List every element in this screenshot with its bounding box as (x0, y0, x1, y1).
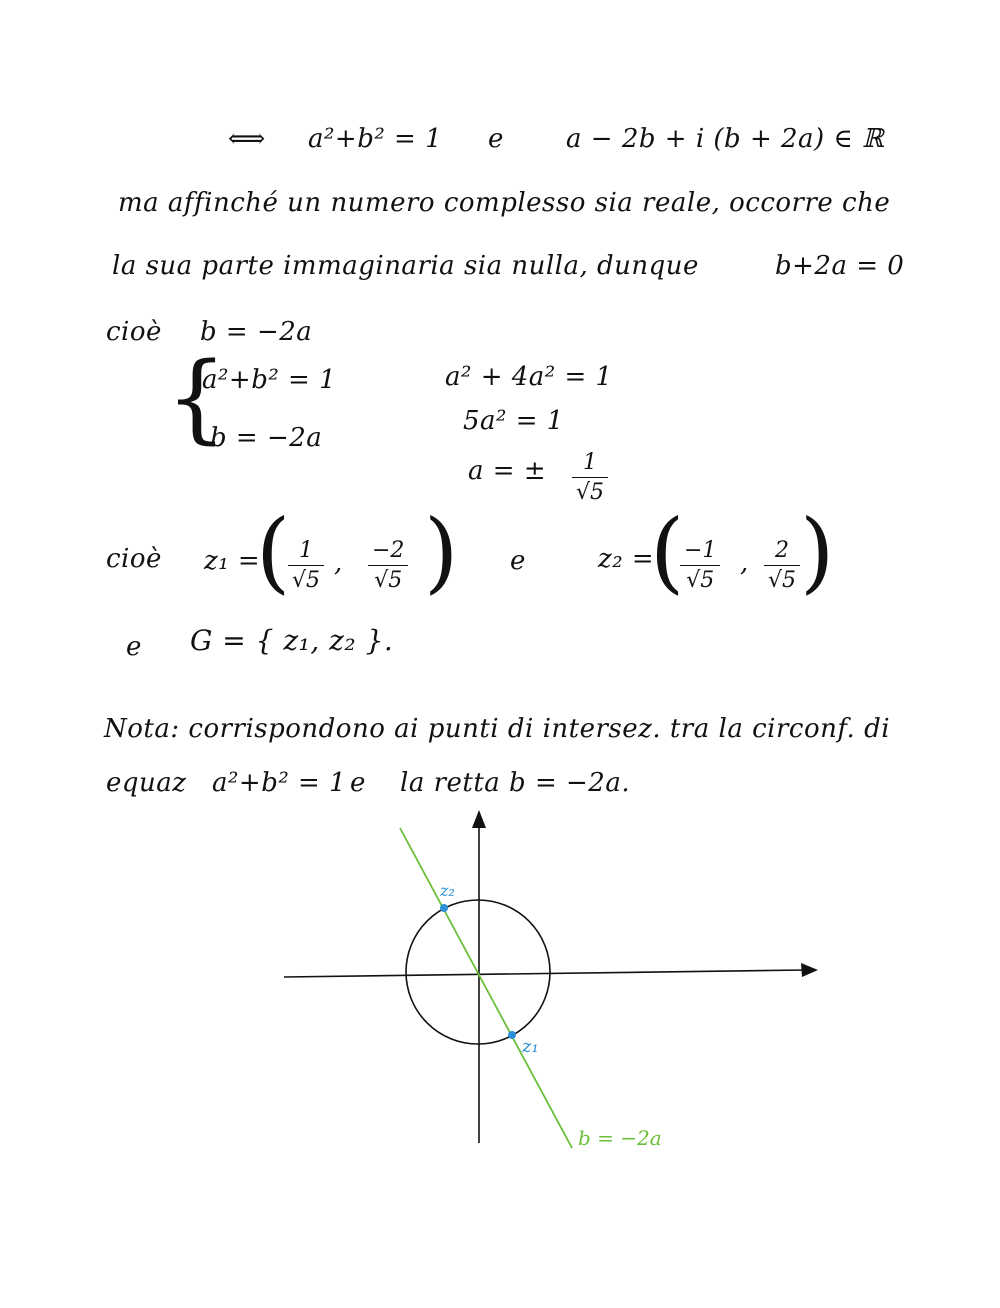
fraction: 1 √5 (572, 450, 608, 505)
paren-close: ) (800, 500, 835, 603)
unit-circle-equation: a²+b² = 1 (308, 124, 443, 154)
z1-label: z₁ = (204, 546, 261, 576)
z1-point (508, 1031, 516, 1039)
solve-step-3: a = ± (468, 456, 547, 486)
fraction: 2 √5 (764, 538, 800, 593)
equivalence-arrow: ⟺ (228, 124, 266, 154)
fraction: 1 √5 (288, 538, 324, 593)
condition-equation: b+2a = 0 (775, 251, 905, 281)
x-axis-arrow-icon (801, 963, 818, 977)
fraction: −2 √5 (368, 538, 408, 593)
system-brace: { (166, 342, 228, 454)
system-equation-2: b = −2a (210, 423, 323, 453)
note-text: la retta b = −2a. (400, 768, 631, 798)
conjunction: e (126, 632, 142, 662)
paren-close: ) (424, 500, 459, 603)
x-axis (284, 970, 806, 977)
paren-open: ( (256, 500, 291, 603)
complex-expression: a − 2b + i (b + 2a) ∈ ℝ (566, 124, 885, 154)
text-line: ma affinché un numero complesso sia reale, occorre che (118, 188, 891, 218)
solution-set: G = { z₁, z₂ }. (190, 624, 394, 657)
text-word: cioè (106, 544, 162, 574)
text-word: cioè (106, 317, 162, 347)
z2-point-label: z₂ (440, 881, 455, 900)
z2-label: z₂ = (598, 544, 655, 574)
separator: , (334, 548, 343, 578)
z1-point-label: z₁ (522, 1036, 539, 1057)
text-line: la sua parte immaginaria sia nulla, dunque (112, 251, 699, 281)
line-equation: b = −2a (200, 317, 313, 347)
conjunction: e (510, 546, 526, 576)
z2-point (440, 904, 448, 912)
fraction: −1 √5 (680, 538, 720, 593)
y-axis-arrow-icon (472, 810, 486, 828)
solve-step-2: 5a² = 1 (463, 406, 564, 436)
note-equation: a²+b² = 1 (212, 768, 347, 798)
line-label: b = −2a (578, 1126, 662, 1150)
note-line-1: Nota: corrispondono ai punti di intersez. tra la circonf. di (104, 714, 891, 744)
system-equation-1: a²+b² = 1 (202, 365, 337, 395)
note-text: equaz (106, 768, 187, 798)
conjunction: e (488, 124, 504, 154)
note-text: e (350, 768, 366, 798)
separator: , (740, 548, 749, 578)
solve-step-1: a² + 4a² = 1 (445, 362, 613, 392)
line-b-minus-2a (400, 828, 572, 1148)
paren-open: ( (650, 500, 685, 603)
